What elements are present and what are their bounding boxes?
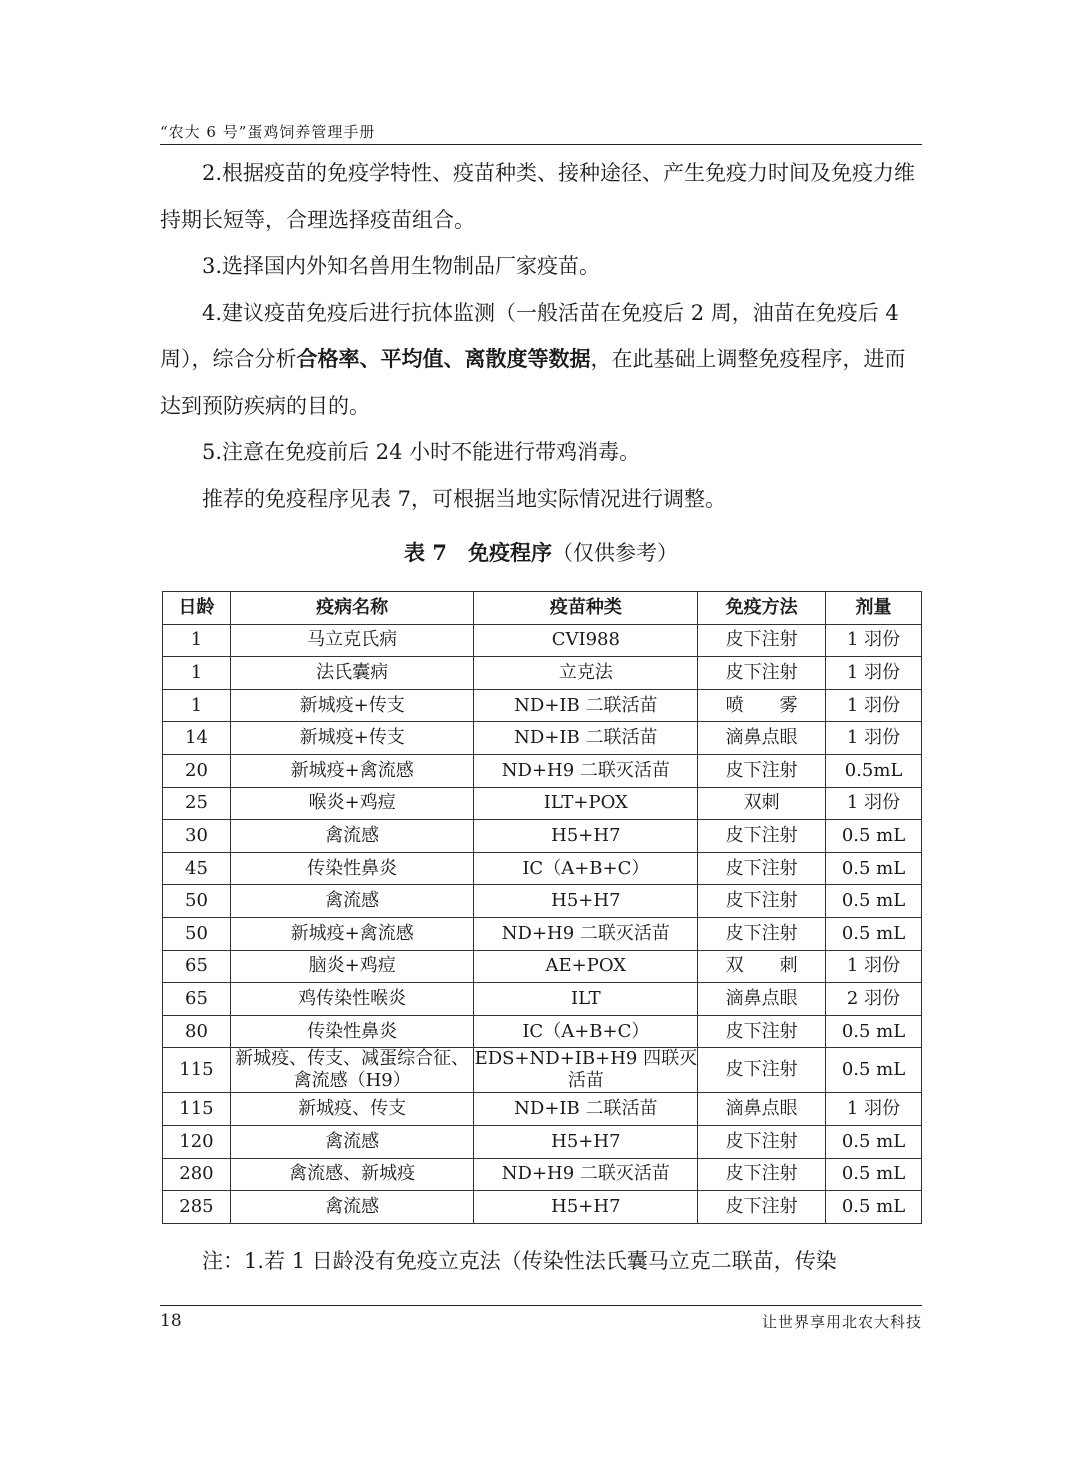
cell-vaccine: CVI988 (474, 624, 698, 657)
cell-age: 80 (163, 1015, 231, 1048)
header-vaccine: 疫苗种类 (474, 592, 698, 625)
table-row (163, 950, 922, 983)
table-header-row (163, 592, 922, 625)
cell-vaccine: IC（A+B+C） (474, 1015, 698, 1048)
cell-dose: 1 羽份 (826, 1093, 922, 1126)
cell-method: 皮下注射 (698, 1015, 826, 1048)
page-number: 18 (160, 1311, 182, 1331)
cell-method: 皮下注射 (698, 657, 826, 690)
cell-method: 滴鼻点眼 (698, 983, 826, 1016)
cell-vaccine: ILT (474, 983, 698, 1016)
cell-dose: 0.5 mL (826, 885, 922, 918)
cell-vaccine: H5+H7 (474, 820, 698, 853)
header-disease: 疫病名称 (230, 592, 474, 625)
cell-vaccine: AE+POX (474, 950, 698, 983)
table-row (163, 722, 922, 755)
cell-dose: 0.5mL (826, 754, 922, 787)
cell-age: 120 (163, 1125, 231, 1158)
cell-disease: 禽流感 (230, 1125, 474, 1158)
cell-disease: 新城疫、传支、减蛋综合征、禽流感（H9） (230, 1048, 474, 1093)
cell-age: 115 (163, 1048, 231, 1093)
cell-disease: 新城疫+禽流感 (230, 917, 474, 950)
cell-dose: 0.5 mL (826, 917, 922, 950)
cell-disease: 脑炎+鸡痘 (230, 950, 474, 983)
cell-method: 皮下注射 (698, 852, 826, 885)
paragraph-2: 2.根据疫苗的免疫学特性、疫苗种类、接种途径、产生免疫力时间及免疫力维持期长短等，合理选择疫苗组合。 (160, 161, 916, 232)
cell-method: 皮下注射 (698, 1048, 826, 1093)
cell-dose: 0.5 mL (826, 1015, 922, 1048)
cell-dose: 1 羽份 (826, 787, 922, 820)
cell-dose: 0.5 mL (826, 1158, 922, 1191)
paragraph-4 (160, 290, 922, 430)
cell-disease: 传染性鼻炎 (230, 1015, 474, 1048)
cell-vaccine: ND+H9 二联灭活苗 (474, 1158, 698, 1191)
cell-disease: 传染性鼻炎 (230, 852, 474, 885)
cell-vaccine: ILT+POX (474, 787, 698, 820)
table-row (163, 1048, 922, 1093)
cell-age: 280 (163, 1158, 231, 1191)
cell-disease: 鸡传染性喉炎 (230, 983, 474, 1016)
cell-disease: 喉炎+鸡痘 (230, 787, 474, 820)
cell-age: 65 (163, 983, 231, 1016)
footer-slogan: 让世界享用北农大科技 (761, 1313, 922, 1331)
footer-divider (160, 1305, 922, 1306)
cell-dose: 0.5 mL (826, 1048, 922, 1093)
cell-age: 50 (163, 885, 231, 918)
cell-dose: 1 羽份 (826, 657, 922, 690)
header-divider (160, 144, 922, 145)
paragraph-4-end: ，在此基础上调整免疫程序，进而达到预防疾病的目的。 (160, 347, 906, 418)
table-row (163, 1158, 922, 1191)
cell-dose: 0.5 mL (826, 820, 922, 853)
cell-dose: 1 羽份 (826, 950, 922, 983)
cell-vaccine: H5+H7 (474, 885, 698, 918)
cell-disease: 禽流感 (230, 885, 474, 918)
cell-method: 双刺 (698, 787, 826, 820)
table-row (163, 885, 922, 918)
header-age: 日龄 (163, 592, 231, 625)
cell-method: 皮下注射 (698, 1125, 826, 1158)
header-method: 免疫方法 (698, 592, 826, 625)
cell-vaccine: H5+H7 (474, 1191, 698, 1224)
table-caption (160, 537, 922, 567)
header-title: “农大 6 号”蛋鸡饲养管理手册 (160, 123, 376, 141)
cell-disease: 新城疫+传支 (230, 689, 474, 722)
cell-method: 皮下注射 (698, 885, 826, 918)
header-dose: 剂量 (826, 592, 922, 625)
cell-disease: 新城疫、传支 (230, 1093, 474, 1126)
cell-disease: 新城疫+传支 (230, 722, 474, 755)
cell-method: 滴鼻点眼 (698, 722, 826, 755)
table-row (163, 852, 922, 885)
table-row (163, 787, 922, 820)
cell-vaccine: EDS+ND+IB+H9 四联灭活苗 (474, 1048, 698, 1092)
table-caption-note: （仅供参考） (551, 541, 678, 565)
body-text (160, 150, 922, 522)
cell-age: 45 (163, 852, 231, 885)
cell-method: 皮下注射 (698, 917, 826, 950)
cell-disease: 禽流感 (230, 1191, 474, 1224)
cell-age: 14 (163, 722, 231, 755)
cell-method: 滴鼻点眼 (698, 1093, 826, 1126)
cell-age: 30 (163, 820, 231, 853)
paragraph-3: 3.选择国内外知名兽用生物制品厂家疫苗。 (202, 254, 601, 278)
cell-dose: 0.5 mL (826, 852, 922, 885)
cell-age: 25 (163, 787, 231, 820)
cell-vaccine: ND+H9 二联灭活苗 (474, 917, 698, 950)
cell-age: 20 (163, 754, 231, 787)
table-row (163, 657, 922, 690)
cell-vaccine: H5+H7 (474, 1125, 698, 1158)
cell-dose: 1 羽份 (826, 689, 922, 722)
table-body (163, 624, 922, 1223)
cell-age: 115 (163, 1093, 231, 1126)
cell-vaccine: 立克法 (474, 657, 698, 690)
paragraph-6: 推荐的免疫程序见表 7，可根据当地实际情况进行调整。 (202, 486, 727, 511)
paragraph-4-start: 4.建议疫苗免疫后进行抗体监测（一般活苗在免疫后 2 周，油苗在免疫后 4 周），综合分析 (160, 300, 899, 371)
paragraph-5: 5.注意在免疫前后 24 小时不能进行带鸡消毒。 (202, 440, 641, 464)
cell-method: 双 刺 (698, 950, 826, 983)
cell-disease: 禽流感 (230, 820, 474, 853)
cell-vaccine: ND+H9 二联灭活苗 (474, 754, 698, 787)
cell-age: 1 (163, 624, 231, 657)
cell-method: 皮下注射 (698, 820, 826, 853)
table-row (163, 820, 922, 853)
table-row (163, 754, 922, 787)
cell-age: 50 (163, 917, 231, 950)
cell-disease: 法氏囊病 (230, 657, 474, 690)
table-row (163, 689, 922, 722)
cell-age: 1 (163, 689, 231, 722)
table-row (163, 917, 922, 950)
cell-method: 皮下注射 (698, 754, 826, 787)
cell-vaccine: IC（A+B+C） (474, 852, 698, 885)
table-note: 注：1.若 1 日龄没有免疫立克法（传染性法氏囊马立克二联苗，传染 (202, 1249, 837, 1273)
cell-vaccine: ND+IB 二联活苗 (474, 1093, 698, 1126)
cell-vaccine: ND+IB 二联活苗 (474, 689, 698, 722)
table-row (163, 983, 922, 1016)
table-row (163, 1191, 922, 1224)
table-caption-title: 表 7 免疫程序 (404, 540, 552, 565)
cell-method: 皮下注射 (698, 624, 826, 657)
immunization-table (162, 591, 922, 1224)
cell-disease: 马立克氏病 (230, 624, 474, 657)
cell-dose: 2 羽份 (826, 983, 922, 1016)
table-row (163, 1015, 922, 1048)
table-row (163, 624, 922, 657)
cell-vaccine: ND+IB 二联活苗 (474, 722, 698, 755)
cell-method: 皮下注射 (698, 1158, 826, 1191)
cell-method: 皮下注射 (698, 1191, 826, 1224)
paragraph-4-bold: 合格率、平均值、离散度等数据 (296, 346, 591, 371)
table-row (163, 1125, 922, 1158)
cell-age: 65 (163, 950, 231, 983)
cell-dose: 0.5 mL (826, 1125, 922, 1158)
table-row (163, 1093, 922, 1126)
cell-disease: 新城疫+禽流感 (230, 754, 474, 787)
cell-age: 1 (163, 657, 231, 690)
cell-dose: 1 羽份 (826, 624, 922, 657)
cell-dose: 0.5 mL (826, 1191, 922, 1224)
cell-age: 285 (163, 1191, 231, 1224)
cell-method: 喷 雾 (698, 689, 826, 722)
cell-dose: 1 羽份 (826, 722, 922, 755)
cell-disease: 禽流感、新城疫 (230, 1158, 474, 1191)
